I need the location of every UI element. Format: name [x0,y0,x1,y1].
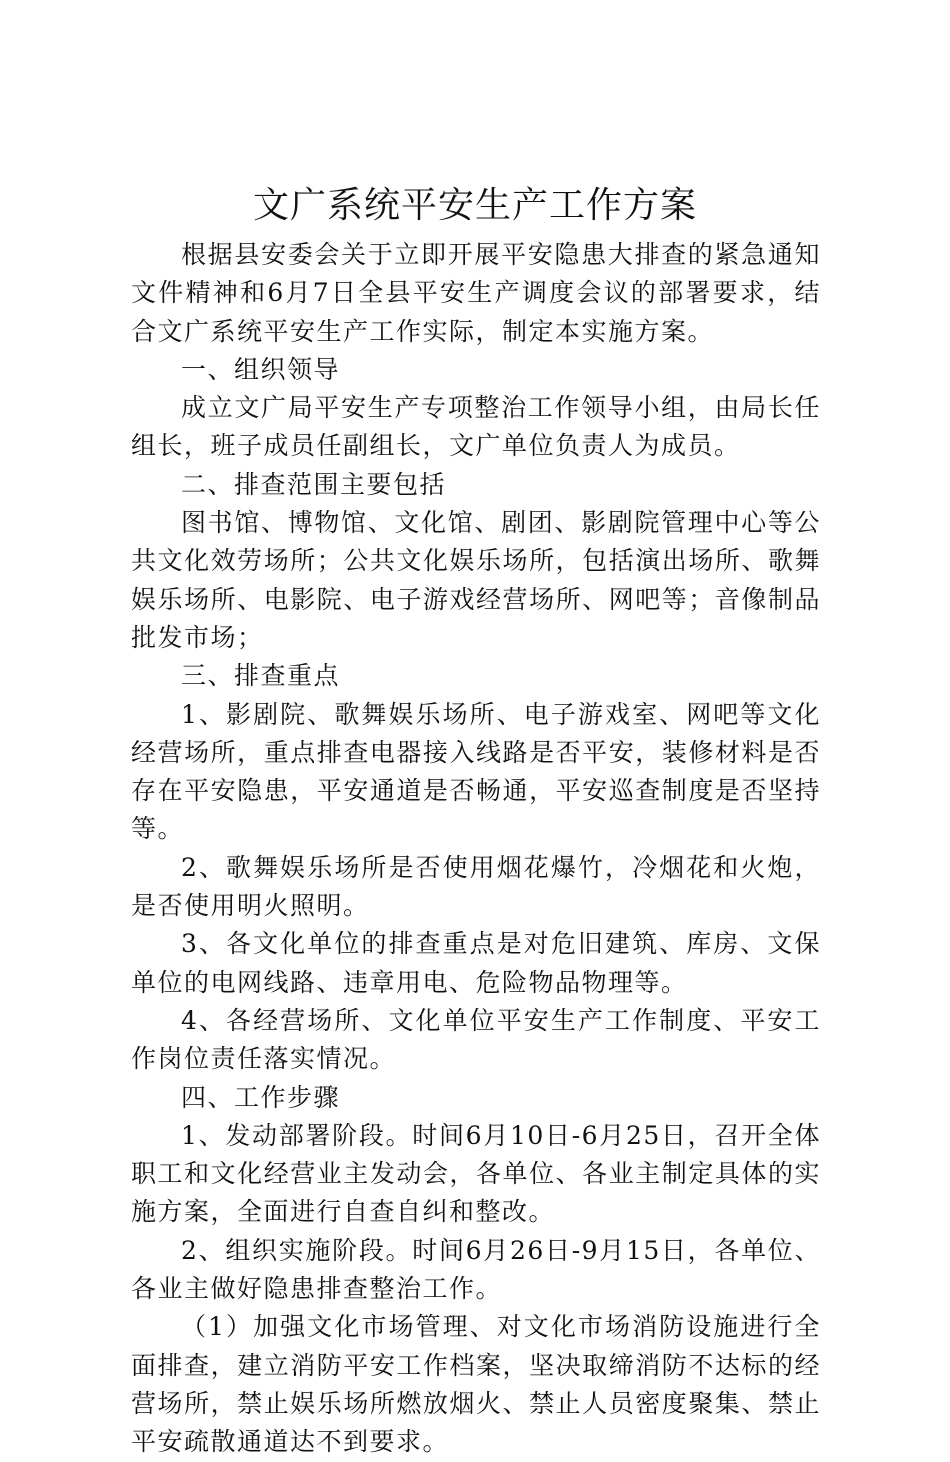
step-1: 1、发动部署阶段。时间6月10日-6月25日，召开全体职工和文化经营业主发动会，各单位、各业主制定具体的实施方案，全面进行自查自纠和整改。 [131,1120,821,1227]
focus-item-3: 3、各文化单位的排查重点是对危旧建筑、库房、文保单位的电网线路、违章用电、危险物品物理等。 [131,929,821,997]
focus-item-1: 1、影剧院、歌舞娱乐场所、电子游戏室、网吧等文化经营场所，重点排查电器接入线路是否平安，装修材料是否存在平安隐患，平安通道是否畅通，平安巡查制度是否坚持等。 [131,699,821,844]
step-2-sub-1: （1）加强文化市场管理、对文化市场消防设施进行全面排查，建立消防平安工作档案，坚决取缔消防不达标的经营场所，禁止娱乐场所燃放烟火、禁止人员密度聚集、禁止平安疏散通道达不到要求。 [131,1312,821,1457]
document-body [131,236,821,1462]
intro-paragraph: 根据县安委会关于立即开展平安隐患大排查的紧急通知文件精神和6月7日全县平安生产调度会议的部署要求，结合文广系统平安生产工作实际，制定本实施方案。 [131,240,821,346]
section-heading-focus: 三、排查重点 [181,661,341,691]
section-heading-organization: 一、组织领导 [181,354,341,384]
organization-paragraph: 成立文广局平安生产专项整治工作领导小组，由局长任组长，班子成员任副组长，文广单位负责人为成员。 [131,393,821,461]
scope-paragraph: 图书馆、博物馆、文化馆、剧团、影剧院管理中心等公共文化效劳场所；公共文化娱乐场所，包括演出场所、歌舞娱乐场所、电影院、电子游戏经营场所、网吧等；音像制品批发市场； [131,508,821,652]
section-heading-steps: 四、工作步骤 [181,1082,341,1112]
document-title: 文广系统平安生产工作方案 [252,185,697,226]
focus-item-2: 2、歌舞娱乐场所是否使用烟花爆竹，冷烟花和火炮，是否使用明火照明。 [131,852,821,921]
focus-item-4: 4、各经营场所、文化单位平安生产工作制度、平安工作岗位责任落实情况。 [131,1005,821,1074]
section-heading-scope: 二、排查范围主要包括 [181,469,447,499]
step-2: 2、组织实施阶段。时间6月26日-9月15日，各单位、各业主做好隐患排查整治工作。 [131,1235,821,1304]
